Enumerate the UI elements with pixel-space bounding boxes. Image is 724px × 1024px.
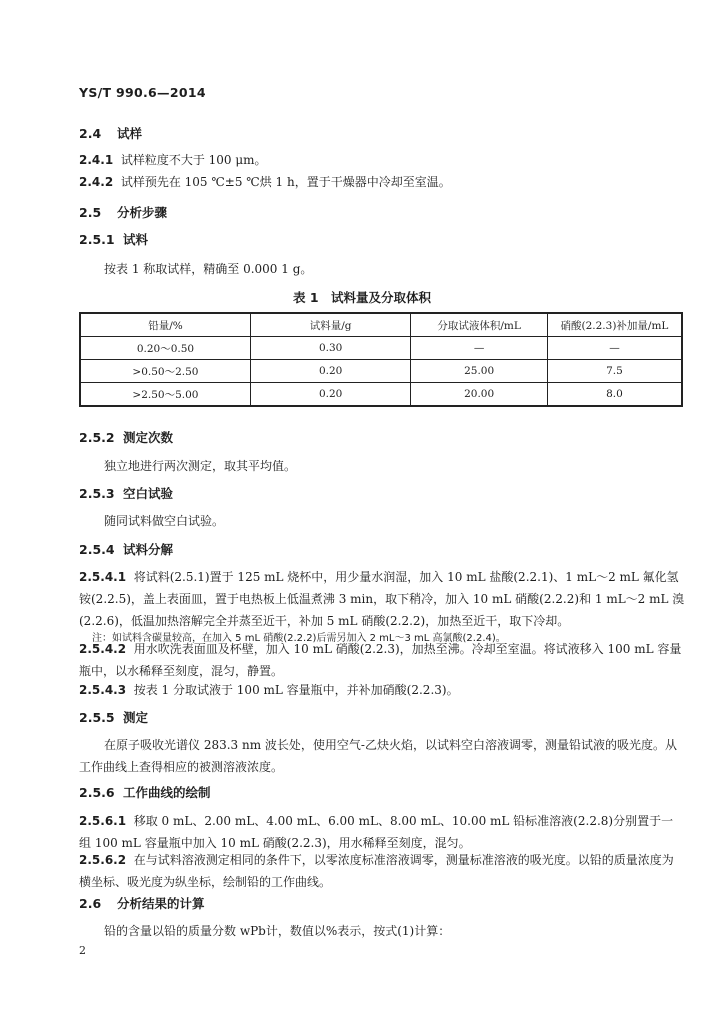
clause-2-5-6-1: 2.5.6.1 移取 0 mL、2.00 mL、4.00 mL、6.00 mL、8.00 mL、10.00 mL 铅标准溶液(2.2.8)分别置于一组 100 mL 容量瓶中加入 10 mL 硝酸(2.2.3)，用水稀释至刻度，混匀。 (79, 814, 674, 850)
clause-2-6-text: 铅的含量以铅的质量分数 wPb计，数值以%表示，按式(1)计算： (104, 924, 451, 938)
table-cell: 20.00 (411, 383, 548, 407)
table-row (80, 360, 682, 383)
table-header-cell: 分取试液体积/mL (411, 313, 548, 337)
table-1-caption: 表 1 试料量及分取体积 (292, 290, 432, 305)
note-2-5-4: 注：如试料含碳量较高，在加入 5 mL 硝酸(2.2.2)后需另加入 2 mL～3 mL 高氯酸(2.2.4)。 (92, 633, 506, 644)
section-2-4-heading: 2.4 试样 (79, 126, 143, 141)
table-header-cell: 试料量/g (250, 313, 410, 337)
clause-2-4-2: 2.4.2 试样预先在 105 ℃±5 ℃烘 1 h，置于干燥器中冷却至室温。 (79, 175, 451, 189)
page-number: 2 (79, 944, 86, 957)
section-2-5-4-heading: 2.5.4 试料分解 (79, 542, 174, 557)
table-cell: 0.20 (250, 360, 410, 383)
clause-2-5-6-2: 2.5.6.2 在与试料溶液测定相同的条件下，以零浓度标准溶液调零，测量标准溶液的吸光度。以铅的质量浓度为横坐标、吸光度为纵坐标，绘制铅的工作曲线。 (79, 853, 674, 889)
section-2-5-3-heading: 2.5.3 空白试验 (79, 486, 174, 501)
table-cell: 25.00 (411, 360, 548, 383)
clause-2-5-3-text: 随同试料做空白试验。 (104, 514, 225, 528)
table-header-cell: 铅量/% (80, 313, 250, 337)
table-cell: >2.50～5.00 (80, 383, 250, 407)
section-2-5-5-heading: 2.5.5 测定 (79, 710, 149, 725)
table-cell: 0.20 (250, 383, 410, 407)
table-cell: >0.50～2.50 (80, 360, 250, 383)
table-cell: 0.30 (250, 337, 410, 360)
table-1 (79, 312, 683, 407)
clause-2-5-4-2: 2.5.4.2 用水吹洗表面皿及杯壁，加入 10 mL 硝酸(2.2.3)，加热至沸。冷却至室温。将试液移入 100 mL 容量瓶中，以水稀释至刻度，混匀，静置。 (79, 642, 682, 678)
table-row (80, 337, 682, 360)
clause-2-5-1-text: 按表 1 称取试样，精确至 0.000 1 g。 (104, 262, 313, 276)
table-cell: 0.20～0.50 (80, 337, 250, 360)
table-cell: 8.0 (547, 383, 682, 407)
table-header-row (80, 313, 682, 337)
clause-2-5-4-3: 2.5.4.3 按表 1 分取试液于 100 mL 容量瓶中，并补加硝酸(2.2.3)。 (79, 683, 459, 697)
table-cell: — (411, 337, 548, 360)
clause-2-4-1: 2.4.1 试样粒度不大于 100 μm。 (79, 153, 267, 167)
table-header-cell: 硝酸(2.2.3)补加量/mL (547, 313, 682, 337)
section-2-5-2-heading: 2.5.2 测定次数 (79, 430, 174, 445)
table-row (80, 383, 682, 407)
table-cell: — (547, 337, 682, 360)
clause-2-5-5-text: 在原子吸收光谱仪 283.3 nm 波长处，使用空气-乙炔火焰，以试料空白溶液调零，测量铅试液的吸光度。从工作曲线上查得相应的被测溶液浓度。 (79, 738, 677, 774)
clause-2-5-2-text: 独立地进行两次测定，取其平均值。 (104, 459, 297, 473)
section-2-5-1-heading: 2.5.1 试料 (79, 232, 149, 247)
table-cell: 7.5 (547, 360, 682, 383)
clause-2-5-4-1: 2.5.4.1 将试料(2.5.1)置于 125 mL 烧杯中，用少量水润湿，加入 10 mL 盐酸(2.2.1)、1 mL～2 mL 氟化氢铵(2.2.5)，盖上表面皿，置于电热板上低温煮沸 3 min，取下稍冷，加入 10 mL 硝酸(2.2.2)和 1 mL～2 mL 溴(2.2.6)，低温加热溶解完全并蒸至近干，补加 5 mL 硝酸(2.2.2)，加热至近干，取下冷却。 (79, 570, 685, 628)
section-2-5-heading: 2.5 分析步骤 (79, 205, 168, 220)
section-2-6-heading: 2.6 分析结果的计算 (79, 896, 205, 911)
standard-header: YS/T 990.6—2014 (79, 85, 206, 100)
section-2-5-6-heading: 2.5.6 工作曲线的绘制 (79, 785, 211, 800)
